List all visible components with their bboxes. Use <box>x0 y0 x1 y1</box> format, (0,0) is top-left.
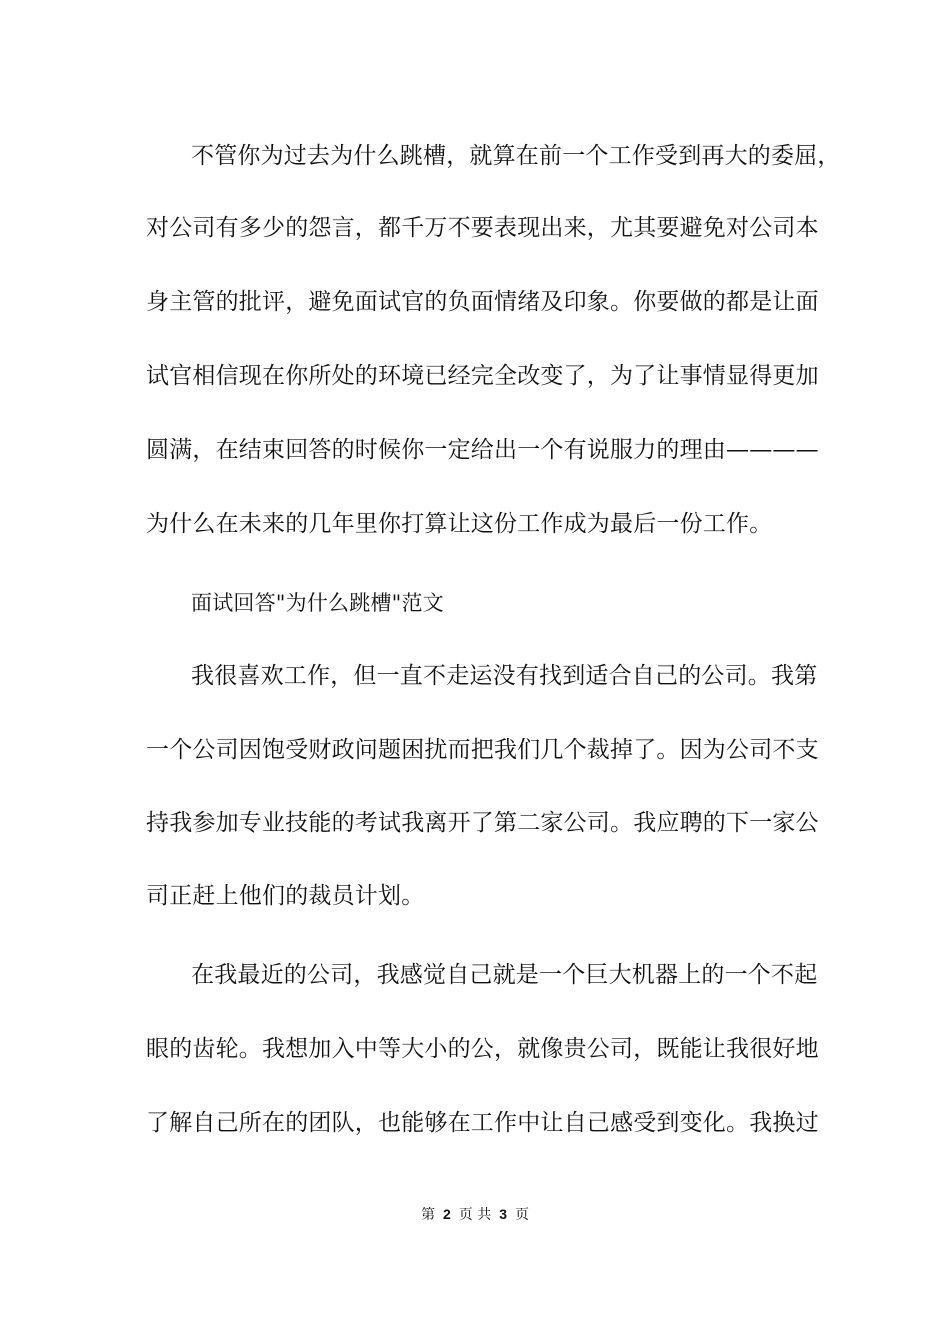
paragraph-line: 我很喜欢工作，但一直不走运没有找到适合自己的公司。我第 <box>191 663 818 689</box>
paragraph-line: 眼的齿轮。我想加入中等大小的公，就像贵公司，既能让我很好地 <box>146 1036 819 1062</box>
footer-middle: 页 共 <box>458 1207 492 1223</box>
paragraph-line: 不管你为过去为什么跳槽，就算在前一个工作受到再大的委屈， <box>191 143 841 169</box>
footer-page-number: 2 <box>442 1206 451 1222</box>
paragraph-line: 圆满，在结束回答的时候你一定给出一个有说服力的理由———— <box>146 437 819 463</box>
footer-total-pages: 3 <box>499 1206 508 1222</box>
paragraph-line: 了解自己所在的团队，也能够在工作中让自己感受到变化。我换过 <box>146 1110 819 1136</box>
paragraph-line: 为什么在未来的几年里你打算让这份工作成为最后一份工作。 <box>146 511 773 537</box>
footer-prefix: 第 <box>420 1207 435 1223</box>
paragraph-line: 司正赶上他们的裁员计划。 <box>146 883 425 909</box>
page-footer <box>0 1204 950 1225</box>
section-heading: 面试回答"为什么跳槽"范文 <box>191 591 444 615</box>
paragraph-line: 试官相信现在你所处的环境已经完全改变了，为了让事情显得更加 <box>146 363 819 389</box>
paragraph-line: 一个公司因饱受财政问题困扰而把我们几个裁掉了。因为公司不支 <box>146 737 819 763</box>
paragraph-line: 持我参加专业技能的考试我离开了第二家公司。我应聘的下一家公 <box>146 810 819 836</box>
footer-suffix: 页 <box>515 1207 530 1223</box>
paragraph-line: 身主管的批评，避免面试官的负面情绪及印象。你要做的都是让面 <box>146 289 819 315</box>
paragraph-line: 对公司有多少的怨言，都千万不要表现出来，尤其要避免对公司本 <box>146 215 819 241</box>
paragraph-line: 在我最近的公司，我感觉自己就是一个巨大机器上的一个不起 <box>191 962 818 988</box>
